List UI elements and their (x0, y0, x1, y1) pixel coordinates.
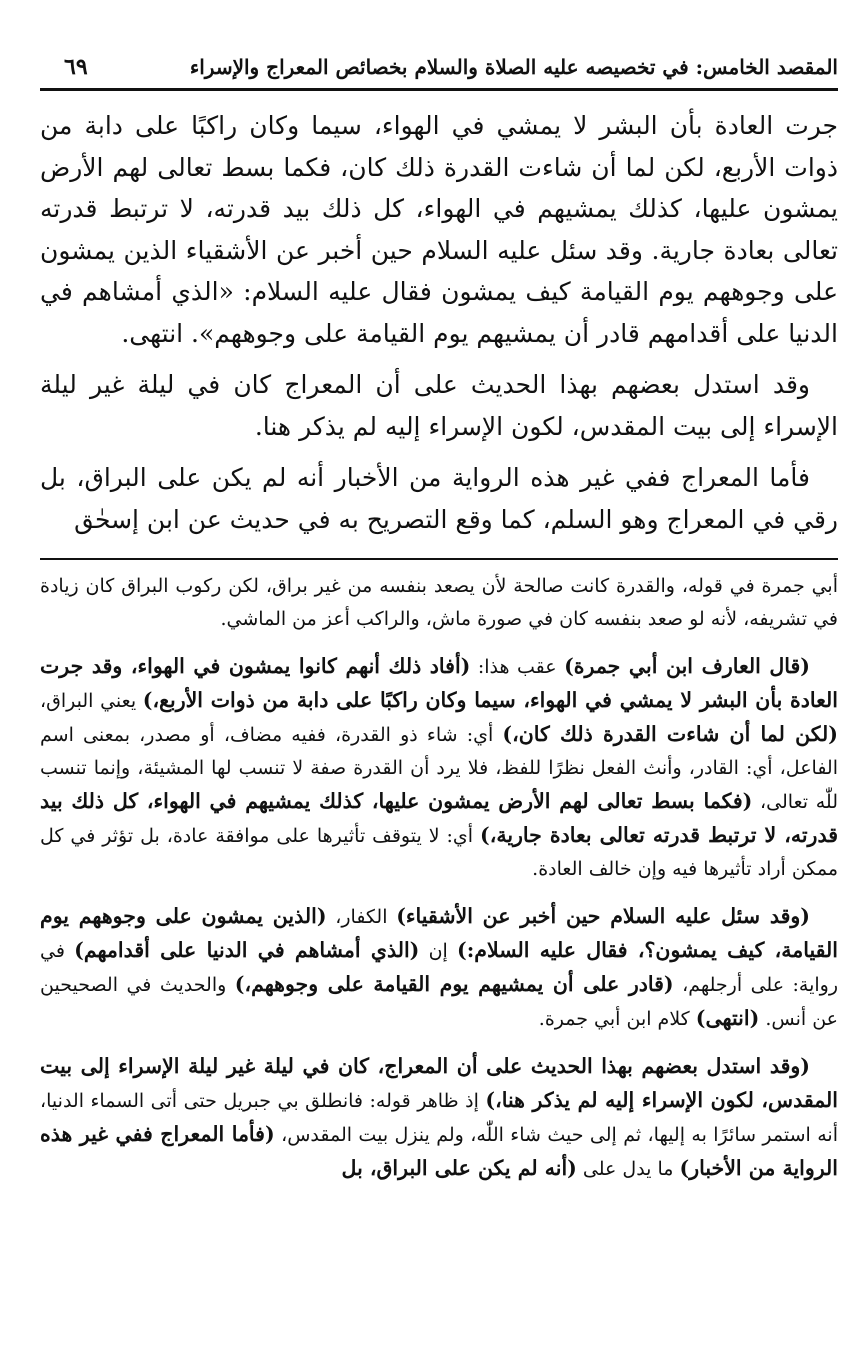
quoted-text-run: (الذي أمشاهم في الدنيا على أقدامهم) (74, 938, 420, 962)
quoted-text-run: (انتهى) (695, 1006, 760, 1030)
commentary-paragraph-2 (40, 650, 838, 886)
quoted-text-run: (فأما المعراج ففي غير هذه الرواية من الأخبار) (40, 1122, 838, 1180)
main-paragraph-1: جرت العادة بأن البشر لا يمشي في الهواء، سيما وكان راكبًا على دابة من ذوات الأربع، لكن لما أن شاءت القدرة ذلك كان، فكما بسط تعالى لهم الأرض يمشون عليها، كذلك يمشيهم في الهواء، كل ذلك بيد قدرته، لا ترتبط قدرته تعالى بعادة جارية. وقد سئل عليه السلام حين أخبر عن الأشقياء الذين يمشون على وجوههم يوم القيامة كيف يمشون فقال عليه السلام: «الذي أمشاهم في الدنيا على أقدامهم قادر أن يمشيهم يوم القيامة على وجوههم». انتهى. (40, 111, 838, 348)
quoted-text-run: (الذين يمشون على وجوههم يوم القيامة، كيف يمشون؟، فقال عليه السلام:) (40, 904, 838, 962)
footnote-divider (40, 558, 838, 560)
quoted-text-run: (أنه لم يكن على البراق، بل (341, 1156, 577, 1180)
quoted-text-run: (فكما بسط تعالى لهم الأرض يمشون عليها، كذلك يمشيهم في الهواء، كل ذلك بيد قدرته، لا ترتبط قدرته تعالى بعادة جارية،) (40, 789, 838, 847)
commentary-text-run: والحديث في الصحيحين عن أنس. (40, 974, 838, 1030)
commentary-text-run: إن (419, 940, 458, 962)
commentary-text-run: أي: لا يتوقف تأثيرها على موافقة عادة، بل تؤثر في كل ممكن أراد تأثيرها فيه وإن خالف العادة. (40, 825, 838, 880)
main-paragraph-3: فأما المعراج ففي غير هذه الرواية من الأخبار أنه لم يكن على البراق، بل رقي في المعراج وهو السلم، كما وقع التصريح به في حديث عن ابن إسحٰق (40, 463, 838, 534)
quoted-text-run: (أفاد ذلك أنهم كانوا يمشون في الهواء، وقد جرت العادة بأن البشر لا يمشي في الهواء، سيما وكان راكبًا على دابة من ذوات الأربع،) (40, 654, 838, 712)
quoted-text-run: (قال العارف ابن أبي جمرة) (564, 654, 811, 678)
commentary-text-run: الكفار، (326, 906, 397, 928)
commentary-paragraph-1: أبي جمرة في قوله، والقدرة كانت صالحة لأن يصعد بنفسه من غير براق، لكن ركوب البراق كان زيادة في تشريفه، لأنه لو صعد بنفسه كان في صورة ماش، والراكب أعز من الماشي. (40, 575, 838, 630)
commentary-text-run: عقب هذا: (470, 656, 565, 678)
main-paragraph-2: وقد استدل بعضهم بهذا الحديث على أن المعراج كان في ليلة غير ليلة الإسراء إلى بيت المقدس، لكون الإسراء إليه لم يذكر هنا. (40, 370, 838, 441)
commentary-text-run: أي: شاء ذو القدرة، ففيه مضاف، أو مصدر، بمعنى اسم الفاعل، أي: القادر، وأنث الفعل نظرًا للفظ، فلا يرد أن القدرة صفة لا تنسب لها المشيئة، وإنما تنسب للّٰه تعالى، (40, 724, 838, 813)
quoted-text-run: (قادر على أن يمشيهم يوم القيامة على وجوههم،) (234, 972, 674, 996)
quoted-text-run: (وقد استدل بعضهم بهذا الحديث على أن المعراج، كان في ليلة غير ليلة الإسراء إلى بيت المقدس، لكون الإسراء إليه لم يذكر هنا،) (40, 1054, 838, 1112)
commentary-text-run: ما يدل على (576, 1158, 680, 1180)
running-header (40, 52, 838, 91)
commentary-paragraph-4 (40, 1050, 838, 1186)
quoted-text-run: (وقد سئل عليه السلام حين أخبر عن الأشقياء) (396, 904, 810, 928)
commentary-text-run: كلام ابن أبي جمرة. (538, 1008, 696, 1030)
main-text (40, 105, 838, 540)
commentary-text-run: يعني البراق، (40, 690, 143, 712)
header-title: المقصد الخامس: في تخصيصه عليه الصلاة والسلام بخصائص المعراج والإسراء (189, 55, 838, 79)
page-number: ٦٩ (64, 54, 88, 80)
commentary (40, 570, 838, 1186)
quoted-text-run: (لكن لما أن شاءت القدرة ذلك كان،) (502, 722, 838, 746)
commentary-text-run: في رواية: على أرجلهم، (40, 940, 839, 996)
commentary-text-run: إذ ظاهر قوله: فانطلق بي جبريل حتى أتى السماء الدنيا، أنه استمر سائرًا به إليها، ثم إلى حيث شاء اللّٰه، ولم ينزل بيت المقدس، (40, 1090, 838, 1146)
commentary-paragraph-3 (40, 900, 838, 1036)
